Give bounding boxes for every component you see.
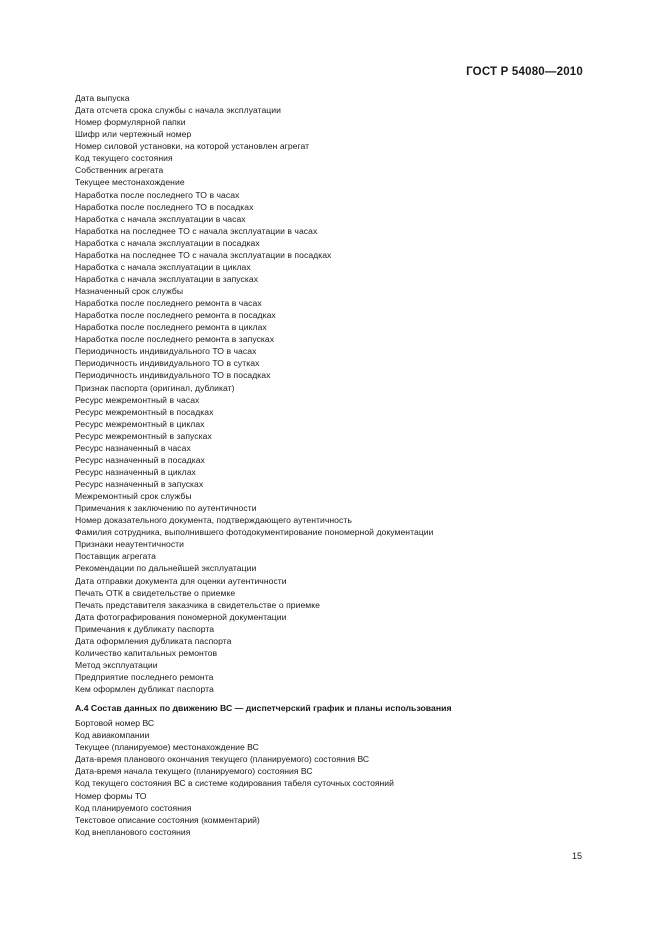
list-item: Ресурс назначенный в циклах <box>75 466 196 477</box>
list-item: Номер формулярной папки <box>75 117 186 128</box>
list-item: Код планируемого состояния <box>75 802 192 813</box>
list-item: Текстовое описание состояния (комментарий) <box>75 814 260 825</box>
list-item: Ресурс назначенный в запусках <box>75 479 204 489</box>
list-item: Текущее (планируемое) местонахождение ВС <box>75 742 259 753</box>
list-item: Назначенный срок службы <box>75 286 184 296</box>
list-item: Межремонтный срок службы <box>75 491 192 502</box>
list-item: Признаки неаутентичности <box>75 539 185 550</box>
list-item: Код авиакомпании <box>75 730 150 741</box>
list-item: Наработка после последнего ремонта в часах <box>75 298 262 309</box>
list-item: Фамилия сотрудника, выполнившего фотодокументирование пономерной документации <box>75 527 434 538</box>
list-item: Наработка с начала эксплуатации в часах <box>75 213 246 224</box>
list-item: Собственник агрегата <box>75 165 164 176</box>
list-item: Дата-время начала текущего (планируемого) состояния ВС <box>75 766 313 777</box>
list-item: Признак паспорта (оригинал, дубликат) <box>75 382 235 393</box>
list-item: Метод эксплуатации <box>75 659 158 670</box>
list-item: Периодичность индивидуального ТО в посадках <box>75 370 271 381</box>
list-item: Наработка с начала эксплуатации в посадках <box>75 237 260 248</box>
list-item: Примечания к дубликату паспорта <box>75 623 215 634</box>
list-item: Код текущего состояния ВС в системе кодирования табеля суточных состояний <box>75 778 394 789</box>
list-item: Шифр или чертежный номер <box>75 129 192 140</box>
list-item: Наработка на последнее ТО с начала эксплуатации в часах <box>75 225 318 236</box>
list-item: Наработка после последнего ТО в часах <box>75 189 240 200</box>
list-item: Ресурс межремонтный в циклах <box>75 418 205 429</box>
list-item: Ресурс межремонтный в часах <box>75 394 200 405</box>
list-item: Ресурс межремонтный в запусках <box>75 430 212 441</box>
list-item: Код внепланового состояния <box>75 826 191 837</box>
list-item: Номер силовой установки, на которой установлен агрегат <box>75 141 310 152</box>
list-item: Дата выпуска <box>75 93 130 103</box>
list-item: Дата фотографирования пономерной документации <box>75 611 287 622</box>
list-item: Примечания к заключению по аутентичности <box>75 503 257 514</box>
list-item: Рекомендации по дальнейшей эксплуатации <box>75 563 257 574</box>
section-a4-field-list <box>75 717 595 838</box>
list-item: Наработка с начала эксплуатации в запусках <box>75 273 259 284</box>
list-item: Дата оформления дубликата паспорта <box>75 635 232 646</box>
list-item: Дата-время планового окончания текущего (планируемого) состояния ВС <box>75 754 370 765</box>
list-item: Наработка с начала эксплуатации в циклах <box>75 261 251 272</box>
list-item: Периодичность индивидуального ТО в часах <box>75 346 257 357</box>
list-item: Наработка на последнее ТО с начала эксплуатации в посадках <box>75 249 332 260</box>
list-item: Номер формы ТО <box>75 790 147 801</box>
list-item: Код текущего состояния <box>75 153 173 164</box>
list-item: Кем оформлен дубликат паспорта <box>75 684 214 695</box>
list-item: Ресурс межремонтный в посадках <box>75 406 214 417</box>
list-item: Ресурс назначенный в часах <box>75 442 191 453</box>
section-heading-a4: А.4 Состав данных по движению ВС — диспетчерский график и планы использования <box>75 703 452 713</box>
list-item: Наработка после последнего ремонта в запусках <box>75 334 275 345</box>
list-item: Печать ОТК в свидетельстве о приемке <box>75 587 236 598</box>
list-item: Предприятие последнего ремонта <box>75 672 214 682</box>
list-item: Количество капитальных ремонтов <box>75 647 218 658</box>
list-item: Номер доказательного документа, подтверждающего аутентичность <box>75 515 352 526</box>
list-item: Печать представителя заказчика в свидетельстве о приемке <box>75 599 320 610</box>
list-item: Наработка после последнего ТО в посадках <box>75 201 254 212</box>
list-item: Бортовой номер ВС <box>75 718 155 728</box>
list-item: Поставщик агрегата <box>75 551 156 562</box>
list-item: Дата отправки документа для оценки аутентичности <box>75 575 287 586</box>
list-item: Ресурс назначенный в посадках <box>75 454 205 465</box>
data-field-list <box>75 92 595 695</box>
list-item: Наработка после последнего ремонта в посадках <box>75 310 276 321</box>
list-item: Периодичность индивидуального ТО в сутках <box>75 358 260 369</box>
list-item: Текущее местонахождение <box>75 177 185 188</box>
list-item: Дата отсчета срока службы с начала эксплуатации <box>75 105 281 116</box>
document-code: ГОСТ Р 54080—2010 <box>466 66 583 78</box>
page-number: 15 <box>571 851 582 861</box>
list-item: Наработка после последнего ремонта в циклах <box>75 322 267 333</box>
